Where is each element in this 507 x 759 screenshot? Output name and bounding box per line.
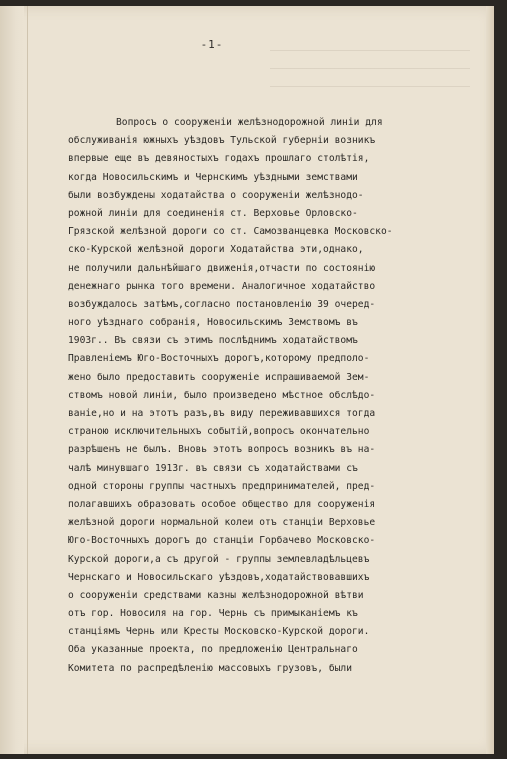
- text-line: были возбуждены ходатайства о сооруженіи желѣзнодо-: [68, 189, 364, 201]
- text-line: Оба указанные проекта, по предложенію Центральнаго: [68, 644, 358, 656]
- text-line: страною исключительныхъ событій,вопросъ окончательно: [68, 426, 370, 438]
- text-line: ваніе,но и на этотъ разъ,въ виду переживавшихся тогда: [68, 408, 376, 419]
- text-line: Вопросъ о сооруженіи желѣзнодорожной линіи для: [116, 117, 383, 128]
- page-number: -1-: [200, 38, 224, 51]
- text-line: разрѣшенъ не былъ. Вновь этотъ вопросъ возникъ въ на-: [68, 444, 376, 456]
- text-line: Курской дороги,а съ другой - группы землевладѣльцевъ: [68, 553, 370, 565]
- text-line: ствомъ новой линіи, было произведено мѣстное обслѣдо-: [68, 389, 376, 401]
- page-fold-line: [27, 6, 28, 754]
- page-right-edge: [486, 6, 494, 754]
- text-line: денежнаго рынка того времени. Аналогичное ходатайство: [68, 280, 376, 292]
- text-line: Грязской желѣзной дороги со ст. Самозванцевка Московско-: [68, 226, 393, 238]
- text-line: возбуждалось затѣмъ,согласно постановленію 39 очеред-: [68, 298, 376, 310]
- text-line: Чернскаго и Новосильскаго уѣздовъ,ходатайствовавшихъ: [68, 571, 370, 583]
- text-line: впервые еще въ девяностыхъ годахъ прошлаго столѣтія,: [68, 153, 370, 165]
- text-line: Юго-Восточныхъ дорогъ до станціи Горбачево Московско-: [68, 535, 376, 547]
- binding-spine: [0, 6, 24, 754]
- text-line: рожной линіи для соединенія ст. Верховье Орловско-: [68, 207, 358, 219]
- bleed-through-text: [270, 44, 470, 104]
- document-page: [0, 6, 494, 754]
- text-line: полагавшихъ образовать особое общество для сооруженія: [68, 498, 376, 510]
- text-line: Правленіемъ Юго-Восточныхъ дорогъ,которому предполо-: [68, 353, 370, 365]
- text-line: чалѣ минувшаго 1913г. въ связи съ ходатайствами съ: [68, 462, 358, 474]
- text-line: 1903г.. Въ связи съ этимъ послѣднимъ ходатайствомъ: [68, 335, 358, 347]
- text-line: ско-Курской желѣзной дороги Ходатайства эти,однако,: [68, 244, 364, 256]
- text-line: отъ гор. Новосиля на гор. Чернь съ примыканіемъ къ: [68, 608, 358, 620]
- text-line: ного уѣзднаго собранія, Новосильскимъ Земствомъ въ: [68, 317, 358, 329]
- text-line: станціямъ Чернь или Кресты Московско-Курской дороги.: [68, 626, 370, 638]
- text-line: жено было предоставить сооруженіе испрашиваемой Зем-: [68, 371, 370, 383]
- text-line: когда Новосильскимъ и Чернскимъ уѣздными земствами: [68, 171, 358, 183]
- text-line: не получили дальнѣйшаго движенія,отчасти по состоянію: [68, 262, 376, 274]
- text-line: одной стороны группы частныхъ предпринимателей, пред-: [68, 480, 376, 492]
- text-line: Комитета по распредѣленію массовыхъ грузовъ, были: [68, 662, 352, 674]
- text-line: обслуживанія южныхъ уѣздовъ Тульской губерніи возникъ: [68, 135, 376, 147]
- text-line: желѣзной дороги нормальной колеи отъ станціи Верховье: [68, 517, 376, 529]
- body-text: [68, 114, 440, 678]
- text-line: о сооруженіи средствами казны желѣзнодорожной вѣтви: [68, 589, 364, 601]
